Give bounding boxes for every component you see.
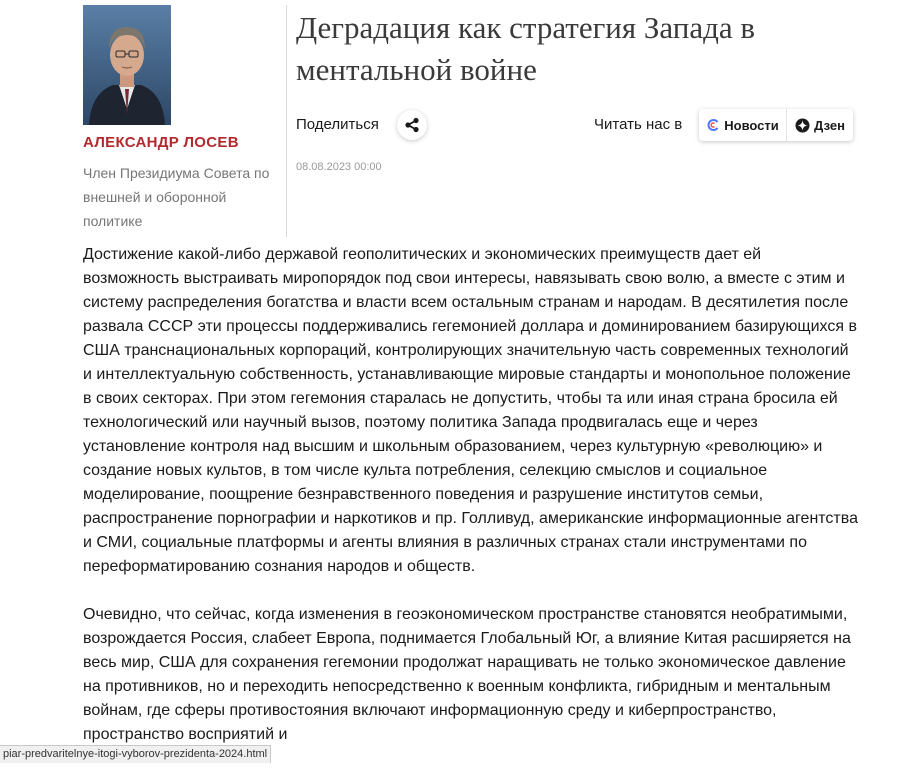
author-role: Член Президиума Совета по внешней и оборонной политике <box>83 165 270 229</box>
article-paragraph: Достижение какой-либо державой геополитических и экономических преимуществ дает ей возможность выстраивать миропорядок под свои интересы, навязывать свою волю, а вместе с этим и систему распределения богатства и власти всем остальным странам и народам. В десятилетия после развала СССР эти процессы поддерживались гегемонией доллара и доминированием базирующихся в США транснациональных корпораций, контролирующих значительную часть современных технологий и интеллектуальную собственность, устанавливающие мировые стандарты и монопольное положение в своих секторах. При этом гегемония старалась не допустить, чтобы та или иная страна бросила ей технологический или научный вызов, поэтому политика Запада продвигалась еще и через установление контроля над высшим и школьным образованием, через культурную «революцию» и создание новых культов, в том числе культа потребления, селекцию смыслов и социальное моделирование, поощрение безнравственного поведения и разрушение институтов семьи, распространение порнографии и наркотиков и пр. Голливуд, американские информационные агентства и СМИ, социальные платформы и агенты влияния в различных странах стали инструментами по переформатированию сознания народов и обществ. <box>83 246 858 575</box>
article-paragraph: Очевидно, что сейчас, когда изменения в геоэкономическом пространстве становятся необратимыми, возрождается Россия, слабеет Европа, поднимается Глобальный Юг, а влияние Китая расширяется на весь мир, США для сохранения гегемонии продолжат наращивать не только экономическое давление на противников, но и переходить непосредственно к военным конфликта, гибридным и ментальным войнам, где сферы противостояния включают информационную среду и киберпространство, пространство восприятий и <box>83 606 851 743</box>
news-icon <box>706 118 720 132</box>
author-photo <box>83 5 171 125</box>
news-channel-button[interactable] <box>699 109 787 141</box>
author-name[interactable]: АЛЕКСАНДР ЛОСЕВ <box>83 134 239 151</box>
dzen-icon <box>795 118 810 133</box>
read-us-label: Читать нас в <box>594 116 683 133</box>
share-label: Поделиться <box>296 116 379 133</box>
share-button[interactable] <box>397 110 427 140</box>
news-channel-label: Новости <box>724 117 779 133</box>
article-body <box>83 243 859 771</box>
publication-date: 08.08.2023 00:00 <box>296 161 382 173</box>
dzen-channel-button[interactable] <box>787 109 853 141</box>
header-divider <box>286 5 287 237</box>
subscribe-channels <box>699 109 853 141</box>
share-icon <box>404 117 420 133</box>
article-title: Деградация как стратегия Запада в ментальной войне <box>296 10 756 87</box>
dzen-channel-label: Дзен <box>814 117 845 133</box>
link-preview-status-bar: piar-predvaritelnye-itogi-vyborov-prezidenta-2024.html <box>0 745 271 763</box>
